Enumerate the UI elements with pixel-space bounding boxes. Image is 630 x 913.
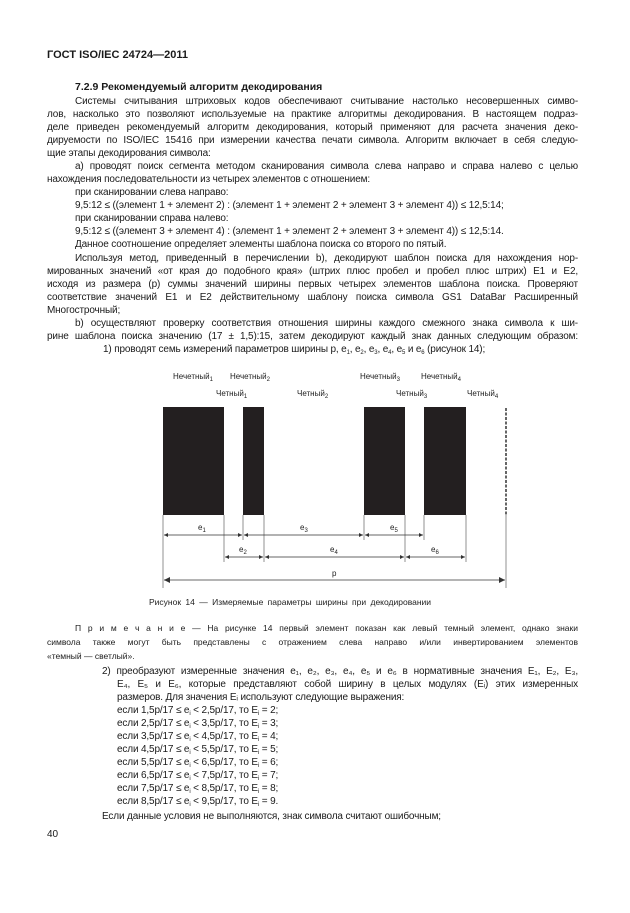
label-even-1: Четный$_1$: [216, 389, 248, 400]
dim-label-e2: $e_2$: [239, 545, 247, 556]
sub: 3: [374, 350, 378, 356]
dim-label-e4: $e_4$: [330, 545, 338, 556]
step-a-line-2: нахождения последовательности из четырех элементов с отношением:: [47, 174, 370, 185]
rtl-formula: 9,5:12 ≤ ((элемент 3 + элемент 4) : (элемент 1 + элемент 2 + элемент 3 + элемент 4)) ≤ 12,5:14.: [75, 226, 504, 237]
condition-line: если $2,5p/17 \le e_i < 3,5p/17$, то $E_i = 3$;: [117, 718, 279, 730]
dim-label-p: p: [332, 569, 337, 578]
method-line-1: Используя метод, приведенный в перечислении b), декодируют шаблон поиска для нахождения нор-: [75, 253, 578, 264]
label-odd-2: Нечетный$_2$: [230, 372, 270, 383]
condition-line: если $4,5p/17 \le e_i < 5,5p/17$, то $E_i = 5$;: [117, 744, 279, 756]
figure-caption: Рисунок 14 — Измеряемые параметры ширины при декодировании: [149, 597, 432, 607]
sub: 6: [421, 350, 425, 356]
dim-label-e3: $e_3$: [300, 523, 308, 534]
step-b1: 1) проводят семь измерений параметров ширины p, $e_1$, $e_2$, $e_3$, $e_4$, $e_5$ и $e_6$ (рисунок 14);: [103, 344, 486, 356]
intro-line-1: Системы считывания штриховых кодов обеспечивают считывание настолько несовершенных симво-: [75, 96, 578, 107]
dim-label-e5: $e_5$: [390, 523, 398, 534]
label-odd-4: Нечетный$_4$: [421, 372, 461, 383]
step-b1-suffix: (рисунок 14);: [424, 344, 486, 355]
condition-line: если $6,5p/17 \le e_i < 7,5p/17$, то $E_i = 7$;: [117, 770, 279, 782]
dim-label-e6: $e_6$: [431, 545, 439, 556]
step-b1-prefix: 1) проводят семь измерений параметров ширины p, e: [103, 344, 347, 355]
sub: 1: [346, 350, 350, 356]
intro-line-2: лов, насколько это позволяют используемые на практике алгоритмы декодирования. В настоящем подраз-: [47, 109, 578, 120]
note-line-3: «темный — светлый».: [47, 651, 135, 661]
condition-line: если $1,5p/17 \le e_i < 2,5p/17$, то $E_i = 2$;: [117, 705, 279, 717]
method-line-5: Многострочный;: [47, 305, 121, 316]
bar-odd-2: [243, 407, 264, 515]
dim-label-e1: $e_1$: [198, 523, 206, 534]
condition-line: если $8,5p/17 \le e_i < 9,5p/17$, то $E_i = 9$.: [117, 796, 279, 808]
method-line-2: мированных значений «от края до подобного края» (штрих плюс пробел и пробел плюс штрих) E1 и E2,: [47, 266, 578, 277]
intro-line-3: деле приведен рекомендуемый алгоритм декодирования, который применяют для расчета значения деко-: [47, 122, 578, 133]
bar-odd-3: [364, 407, 405, 515]
method-line-4: соответствие значений E1 и E2 действительному шаблону поиска символа GS1 DataBar Расширенный: [47, 292, 578, 303]
condition-line: если $5,5p/17 \le e_i < 6,5p/17$, то $E_i = 6$;: [117, 757, 279, 769]
bar-odd-1: [163, 407, 224, 515]
note-text: — На рисунке 14 первый элемент показан как левый темный элемент, однако знаки: [185, 623, 578, 633]
sub: 2: [360, 350, 364, 356]
label-even-2: Четный$_2$: [297, 389, 329, 400]
section-title: 7.2.9 Рекомендуемый алгоритм декодирования: [75, 81, 323, 93]
error-line: Если данные условия не выполняются, знак символа считают ошибочным;: [102, 811, 441, 822]
note-line-2: символа также могут быть представлены с отражением слева направо и/или инвертированием элементов: [47, 637, 578, 647]
document-header: ГОСТ ISO/IEC 24724—2011: [47, 49, 188, 61]
note-label: П р и м е ч а н и е: [75, 623, 186, 633]
method-line-3: исходя из размера (p) суммы значений ширины первых четырех элементов шаблона поиска. Проверяют: [47, 279, 578, 290]
step-2-line-1: 2) преобразуют измеренные значения e₁, e₂, e₃, e₄, e₅ и e₆ в нормативные значения E₁, E₂, E₃,: [102, 666, 578, 677]
step-2-line-3: размеров. Для значения Eᵢ используют следующие выражения:: [117, 692, 405, 703]
note-line-1: [75, 621, 578, 635]
bar-odd-4: [424, 407, 466, 515]
step-b-line-2: рине шаблона поиска значению (17 ± 1,5):15, затем декодируют каждый знак данных следующим образом:: [47, 331, 578, 342]
ltr-label: при сканировании слева направо:: [75, 187, 229, 198]
ltr-formula: 9,5:12 ≤ ((элемент 1 + элемент 2) : (элемент 1 + элемент 2 + элемент 3 + элемент 4)) ≤ 12,5:14;: [75, 200, 504, 211]
step-b-line-1: b) осуществляют проверку соответствия отношения ширины каждого смежного знака символа к ши-: [75, 318, 578, 329]
step-a-line-1: а) проводят поиск сегмента методом сканирования символа слева направо и справа налево с целью: [75, 161, 578, 172]
label-odd-1: Нечетный$_1$: [173, 372, 213, 383]
intro-line-5: щие этапы декодирования символа:: [47, 148, 211, 159]
label-odd-3: Нечетный$_3$: [360, 372, 400, 383]
step-b1-conj: и e: [405, 344, 422, 355]
condition-line: если $3,5p/17 \le e_i < 4,5p/17$, то $E_i = 4$;: [117, 731, 279, 743]
ratio-note: Данное соотношение определяет элементы шаблона поиска со второго по пятый.: [75, 239, 447, 250]
rtl-label: при сканировании справа налево:: [75, 213, 229, 224]
sub: 5: [402, 350, 406, 356]
page-number: 40: [47, 829, 59, 840]
intro-line-4: дируемости по ISO/IEC 15416 при измерении качества печати символа. Алгоритм включает в себя следую-: [47, 135, 578, 146]
label-even-3: Четный$_3$: [396, 389, 428, 400]
condition-line: если $7,5p/17 \le e_i < 8,5p/17$, то $E_i = 8$;: [117, 783, 279, 795]
step-2-line-2: E₄, E₅ и E₆, которые представляют собой ширину в целых модулях (Eᵢ) этих измеренных: [117, 679, 578, 690]
sub: 4: [388, 350, 392, 356]
label-even-4: Четный$_4$: [467, 389, 499, 400]
